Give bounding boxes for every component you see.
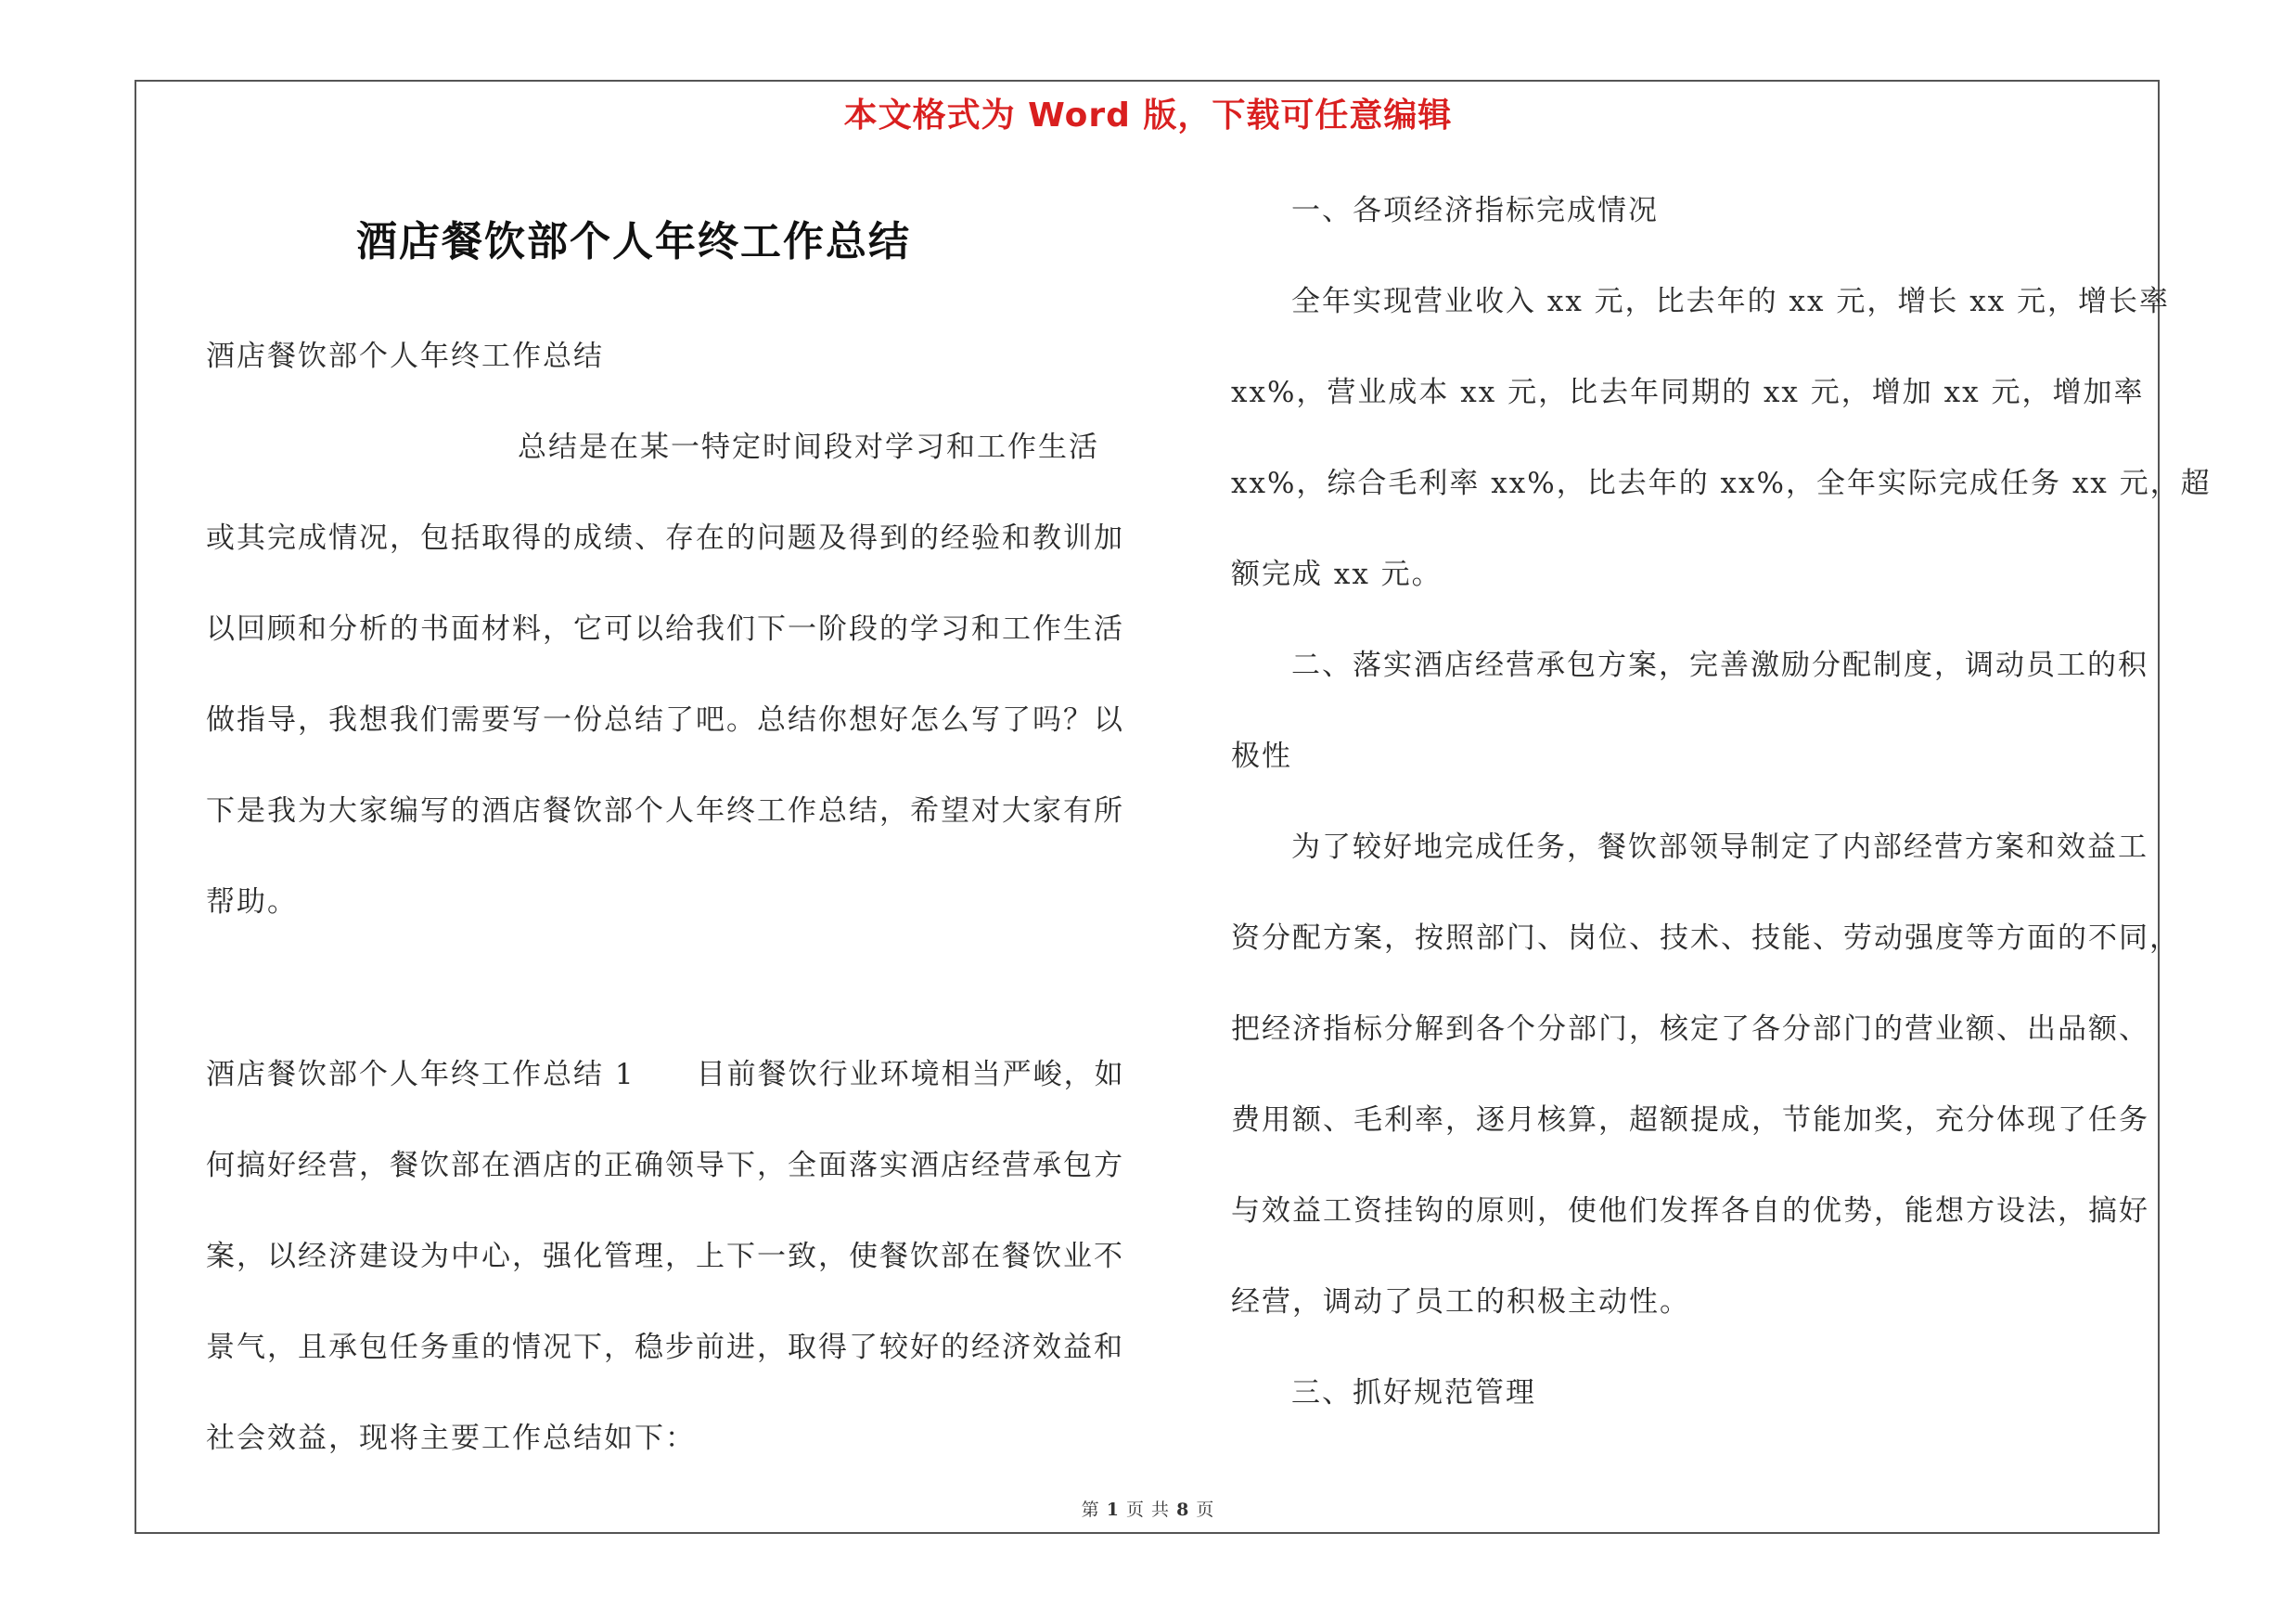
page-footer: [0, 1496, 2296, 1521]
right-line: 全年实现营业收入 xx 元，比去年的 xx 元，增长 xx 元，增长率: [1291, 285, 2171, 318]
right-line: xx%，综合毛利率 xx%，比去年的 xx%，全年实际完成任务 xx 元，超: [1231, 467, 2212, 500]
word-format-banner: 本文格式为 Word 版，下载可任意编辑: [843, 97, 1453, 135]
footer-middle: 页 共: [1125, 1500, 1171, 1520]
section1-line: 案，以经济建设为中心，强化管理，上下一致，使餐饮部在餐饮业不: [206, 1240, 1124, 1273]
heading-economic-indicators: 一、各项经济指标完成情况: [1291, 194, 1659, 227]
section1-line: 社会效益，现将主要工作总结如下：: [206, 1422, 696, 1455]
right-line: 为了较好地完成任务，餐饮部领导制定了内部经营方案和效益工: [1291, 831, 2148, 864]
right-line: 资分配方案，按照部门、岗位、技术、技能、劳动强度等方面的不同，: [1231, 921, 2180, 955]
right-line: 额完成 xx 元。: [1231, 558, 1443, 591]
section1-line: 何搞好经营，餐饮部在酒店的正确领导下，全面落实酒店经营承包方: [206, 1149, 1124, 1182]
intro-line: 做指导，我想我们需要写一份总结了吧。总结你想好怎么写了吗？以: [206, 703, 1124, 737]
intro-line: 帮助。: [206, 885, 298, 919]
left-subtitle: 酒店餐饮部个人年终工作总结: [206, 340, 604, 373]
right-line: 极性: [1231, 740, 1292, 773]
right-line: 经营，调动了员工的积极主动性。: [1231, 1285, 1690, 1319]
intro-line: 以回顾和分析的书面材料，它可以给我们下一阶段的学习和工作生活: [206, 612, 1124, 646]
current-page-number: 1: [1106, 1500, 1120, 1520]
intro-line: 总结是在某一特定时间段对学习和工作生活: [518, 431, 1099, 464]
right-line: 与效益工资挂钩的原则，使他们发挥各自的优势，能想方设法，搞好: [1231, 1194, 2149, 1228]
right-line: 把经济指标分解到各个分部门，核定了各分部门的营业额、出品额、: [1231, 1012, 2149, 1046]
right-line: xx%，营业成本 xx 元，比去年同期的 xx 元，增加 xx 元，增加率: [1231, 376, 2145, 409]
right-line: 费用额、毛利率，逐月核算，超额提成，节能加奖，充分体现了任务: [1231, 1103, 2149, 1137]
total-pages-number: 8: [1176, 1500, 1190, 1520]
heading-standard-management: 三、抓好规范管理: [1291, 1376, 1536, 1410]
section1-line: 景气，且承包任务重的情况下，稳步前进，取得了较好的经济效益和: [206, 1331, 1124, 1364]
section1-line: 酒店餐饮部个人年终工作总结 1 目前餐饮行业环境相当严峻，如: [206, 1058, 1125, 1091]
footer-prefix: 第: [1081, 1500, 1100, 1520]
footer-suffix: 页: [1196, 1500, 1215, 1520]
heading-contract-plan: 二、落实酒店经营承包方案，完善激励分配制度，调动员工的积: [1291, 649, 2148, 682]
intro-line: 下是我为大家编写的酒店餐饮部个人年终工作总结，希望对大家有所: [206, 794, 1124, 828]
intro-line: 或其完成情况，包括取得的成绩、存在的问题及得到的经验和教训加: [206, 522, 1124, 555]
document-title: 酒店餐饮部个人年终工作总结: [356, 218, 911, 265]
